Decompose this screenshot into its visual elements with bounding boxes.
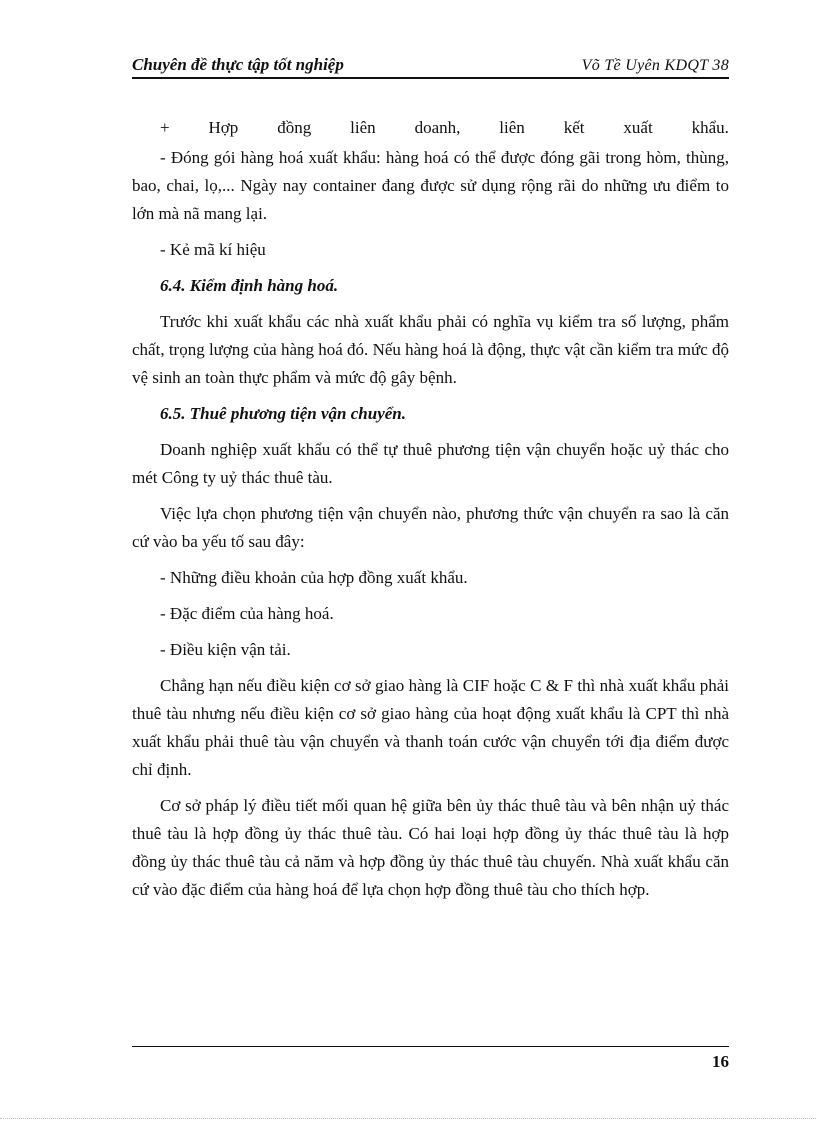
plus-word: doanh,	[414, 118, 461, 137]
footer-divider	[132, 1046, 729, 1047]
paragraph-legal-basis: Cơ sở pháp lý điều tiết mối quan hệ giữa bên ủy thác thuê tàu và bên nhận uỷ thác thuê tàu là hợp đồng ủy thác thuê tàu. Có hai loại hợp đồng ủy thác thuê tàu là hợp đồng ủy thác thuê tàu cả năm và hợp đồng ủy thác thuê tàu chuyến. Nhà xuất khẩu căn cứ vào đặc điểm của hàng hoá để lựa chọn hợp đồng thuê tàu cho thích hợp.	[132, 796, 729, 899]
plus-word: +	[160, 118, 170, 137]
paragraph-marking: - Kẻ mã kí hiệu	[160, 240, 266, 259]
paragraph-packing: - Đóng gói hàng hoá xuất khẩu: hàng hoá có thể được đóng gãi trong hòm, thùng, bao, chai, lọ,... Ngày nay container đang được sử dụng rộng rãi do những ưu điểm to lớn mà nã mang lại.	[132, 148, 729, 223]
list-item: - Điều kiện vận tải.	[160, 640, 291, 659]
plus-word: đồng	[277, 118, 312, 137]
list-item: - Những điều khoản của hợp đồng xuất khẩu.	[160, 568, 468, 587]
plus-word: xuất	[623, 118, 653, 137]
plus-word: kết	[563, 118, 585, 137]
page-header	[132, 51, 729, 79]
page-edge-divider	[0, 1118, 816, 1119]
plus-word: khẩu.	[691, 118, 729, 137]
body-text	[132, 114, 729, 912]
header-title: Chuyên đề thực tập tốt nghiệp	[132, 55, 344, 74]
page-number: 16	[712, 1052, 729, 1071]
paragraph-transport-choice: Việc lựa chọn phương tiện vận chuyển nào, phương thức vận chuyển ra sao là căn cứ vào ba yếu tố sau đây:	[132, 504, 729, 551]
plus-line	[160, 114, 729, 142]
header-author: Võ Tề Uyên KDQT 38	[581, 57, 729, 74]
plus-word: liên	[350, 118, 376, 137]
paragraph-inspection: Trước khi xuất khẩu các nhà xuất khẩu phải có nghĩa vụ kiểm tra số lượng, phẩm chất, trọng lượng của hàng hoá đó. Nếu hàng hoá là động, thực vật cần kiểm tra mức độ vệ sinh an toàn thực phẩm và mức độ gây bệnh.	[132, 312, 729, 387]
paragraph-delivery-terms: Chẳng hạn nếu điều kiện cơ sở giao hàng là CIF hoặc C & F thì nhà xuất khẩu phải thuê tàu nhưng nếu điều kiện cơ sở giao hàng của hoạt động xuất khẩu là CPT thì nhà xuất khẩu phải thuê tàu vận chuyển và thanh toán cước vận chuyển tới địa điểm được chỉ định.	[132, 676, 729, 779]
paragraph-transport-hire: Doanh nghiệp xuất khẩu có thể tự thuê phương tiện vận chuyển hoặc uỷ thác cho mét Công ty uỷ thác thuê tàu.	[132, 440, 729, 487]
plus-word: liên	[499, 118, 525, 137]
list-item: - Đặc điểm của hàng hoá.	[160, 604, 334, 623]
section-heading-transport: 6.5. Thuê phương tiện vận chuyển.	[160, 404, 407, 423]
plus-word: Hợp	[208, 118, 239, 137]
section-heading-inspection: 6.4. Kiểm định hàng hoá.	[160, 276, 339, 295]
